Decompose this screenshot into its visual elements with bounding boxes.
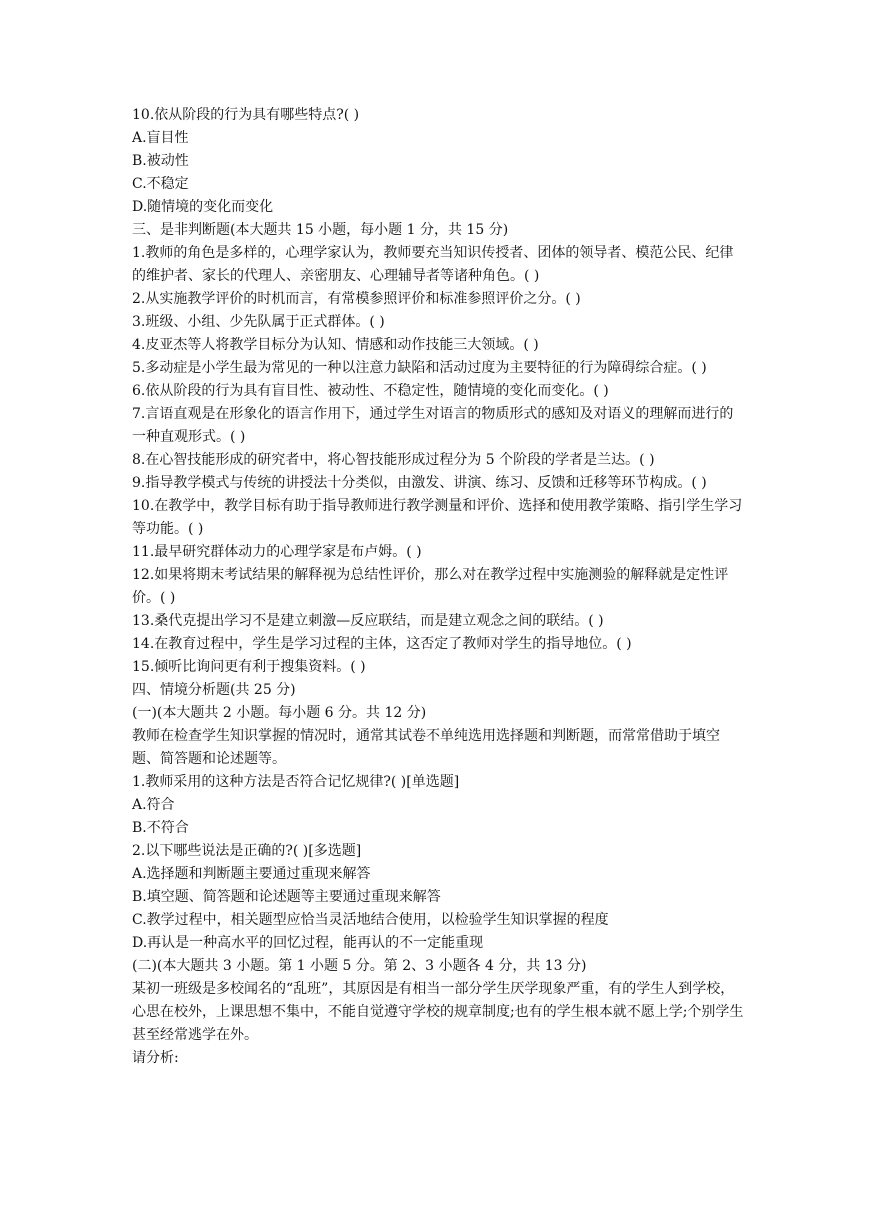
analysis-prompt: 请分析: — [132, 1050, 179, 1066]
tf-question-15: 15.倾听比询问更有利于搜集资料。( ) — [132, 659, 366, 675]
tf-question-9: 9.指导教学模式与传统的讲授法十分类似，由激发、讲演、练习、反馈和迁移等环节构成。( ) — [132, 475, 707, 491]
tf-question-11: 11.最早研究群体动力的心理学家是布卢姆。( ) — [132, 544, 422, 560]
option-b: B.不符合 — [132, 820, 189, 836]
tf-question-2: 2.从实施教学评价的时机而言，有常模参照评价和标准参照评价之分。( ) — [132, 291, 581, 307]
option-b: B.被动性 — [132, 153, 189, 169]
tf-question-3: 3.班级、小组、少先队属于正式群体。( ) — [132, 314, 385, 330]
option-c: C.教学过程中，相关题型应恰当灵活地结合使用，以检验学生知识掌握的程度 — [132, 912, 609, 928]
scenario-1-question-2: 2.以下哪些说法是正确的?( )[多选题] — [132, 843, 362, 859]
tf-question-13: 13.桑代克提出学习不是建立刺激—反应联结，而是建立观念之间的联结。( ) — [132, 613, 604, 629]
section-heading-true-false: 三、是非判断题(本大题共 15 小题，每小题 1 分，共 15 分) — [132, 222, 509, 238]
tf-question-14: 14.在教育过程中，学生是学习过程的主体，这否定了教师对学生的指导地位。( ) — [132, 636, 632, 652]
option-c: C.不稳定 — [132, 176, 189, 192]
subsection-heading-1: (一)(本大题共 2 小题。每小题 6 分。共 12 分) — [132, 705, 427, 721]
tf-question-10: 10.在教学中，教学目标有助于指导教师进行教学测量和评价、选择和使用教学策略、指引学生学习等功能。( ) — [132, 498, 743, 537]
tf-question-1: 1.教师的角色是多样的，心理学家认为，教师要充当知识传授者、团体的领导者、模范公民、纪律的维护者、家长的代理人、亲密朋友、心理辅导者等诸种角色。( ) — [132, 245, 734, 284]
option-a: A.盲目性 — [132, 130, 189, 146]
tf-question-7: 7.言语直观是在形象化的语言作用下，通过学生对语言的物质形式的感知及对语义的理解而进行的一种直观形式。( ) — [132, 406, 734, 445]
scenario-2-text: 某初一班级是多校闻名的“乱班”，其原因是有相当一部分学生厌学现象严重，有的学生人到学校，心思在校外，上课思想不集中，不能自觉遵守学校的规章制度;也有的学生根本就不愿上学;个别学生甚至经常逃学在外。 — [132, 981, 744, 1043]
option-a: A.选择题和判断题主要通过重现来解答 — [132, 866, 371, 882]
option-a: A.符合 — [132, 797, 175, 813]
document-page — [132, 104, 744, 1070]
subsection-heading-2: (二)(本大题共 3 小题。第 1 小题 5 分。第 2、3 小题各 4 分，共 13 分) — [132, 958, 587, 974]
tf-question-8: 8.在心智技能形成的研究者中，将心智技能形成过程分为 5 个阶段的学者是兰达。( ) — [132, 452, 655, 468]
question-10-stem: 10.依从阶段的行为具有哪些特点?( ) — [132, 107, 360, 123]
tf-question-12: 12.如果将期末考试结果的解释视为总结性评价，那么对在教学过程中实施测验的解释就是定性评价。( ) — [132, 567, 729, 606]
section-heading-scenario: 四、情境分析题(共 25 分) — [132, 682, 296, 698]
option-d: D.再认是一种高水平的回忆过程，能再认的不一定能重现 — [132, 935, 484, 951]
option-b: B.填空题、简答题和论述题等主要通过重现来解答 — [132, 889, 441, 905]
tf-question-6: 6.依从阶段的行为具有盲目性、被动性、不稳定性，随情境的变化而变化。( ) — [132, 383, 609, 399]
option-d: D.随情境的变化而变化 — [132, 199, 274, 215]
scenario-1-text: 教师在检查学生知识掌握的情况时，通常其试卷不单纯选用选择题和判断题，而常常借助于填空题、简答题和论述题等。 — [132, 728, 720, 767]
tf-question-4: 4.皮亚杰等人将教学目标分为认知、情感和动作技能三大领域。( ) — [132, 337, 539, 353]
tf-question-5: 5.多动症是小学生最为常见的一种以注意力缺陷和活动过度为主要特征的行为障碍综合症。( ) — [132, 360, 707, 376]
scenario-1-question-1: 1.教师采用的这种方法是否符合记忆规律?( )[单选题] — [132, 774, 460, 790]
